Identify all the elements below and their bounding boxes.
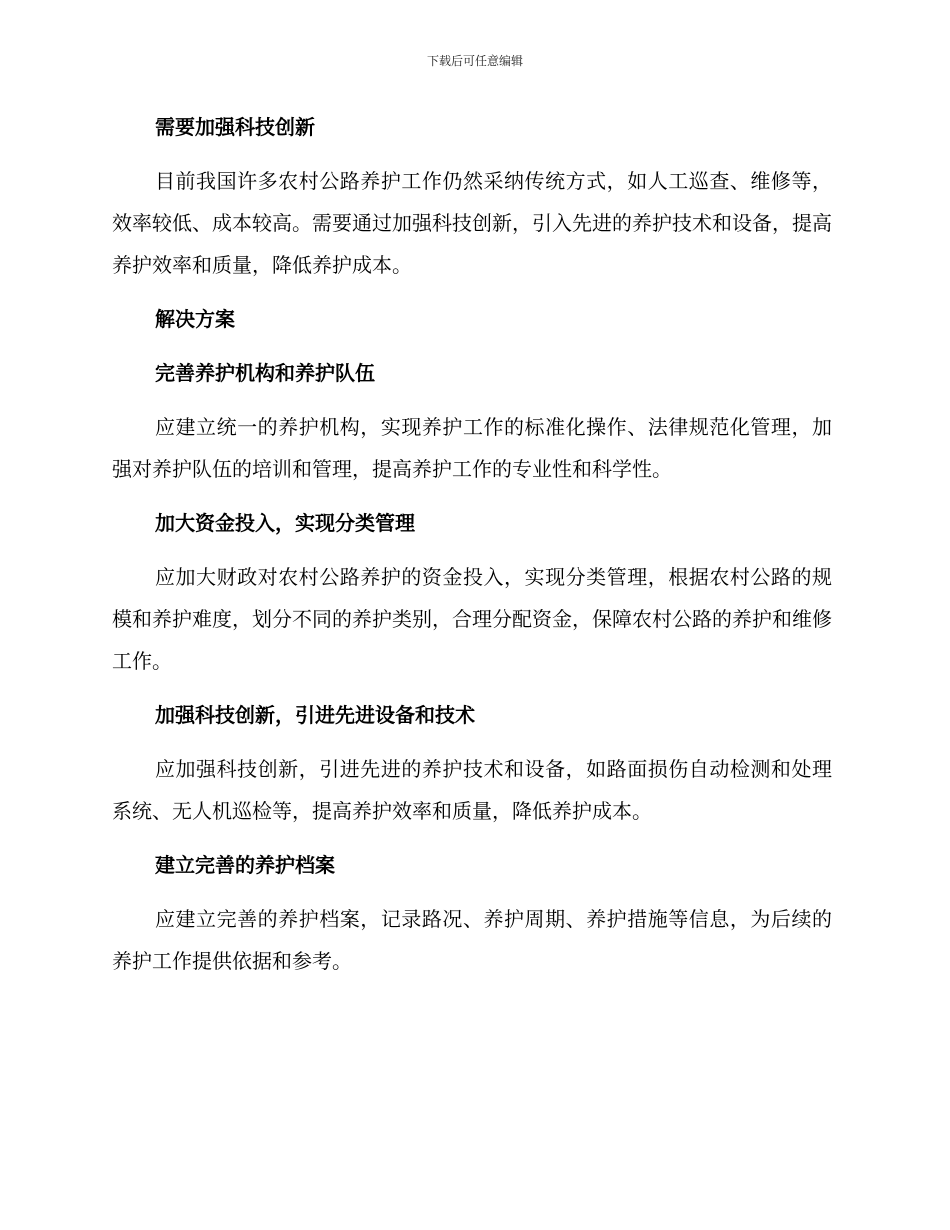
section-paragraph-funding: 应加大财政对农村公路养护的资金投入，实现分类管理，根据农村公路的规模和养护难度，划分不同的养护类别，合理分配资金，保障农村公路的养护和维修工作。 xyxy=(112,565,832,673)
section-heading-advanced-equipment: 加强科技创新，引进先进设备和技术 xyxy=(155,703,475,727)
section-heading-maintenance-records: 建立完善的养护档案 xyxy=(155,853,335,877)
section-paragraph-maintenance-organization: 应建立统一的养护机构，实现养护工作的标准化操作、法律规范化管理，加强对养护队伍的培训和管理，提高养护工作的专业性和科学性。 xyxy=(112,415,832,481)
section-heading-maintenance-organization: 完善养护机构和养护队伍 xyxy=(155,361,375,385)
section-paragraph-advanced-equipment: 应加强科技创新，引进先进的养护技术和设备，如路面损伤自动检测和处理系统、无人机巡检等，提高养护效率和质量，降低养护成本。 xyxy=(112,757,832,823)
document-body xyxy=(112,106,832,994)
section-heading-funding: 加大资金投入，实现分类管理 xyxy=(155,511,415,535)
section-heading-tech-innovation-need: 需要加强科技创新 xyxy=(155,115,315,139)
header-note: 下载后可任意编辑 xyxy=(426,54,523,68)
section-paragraph-maintenance-records: 应建立完善的养护档案，记录路况、养护周期、养护措施等信息，为后续的养护工作提供依据和参考。 xyxy=(112,907,832,973)
section-heading-solutions: 解决方案 xyxy=(155,307,235,331)
section-paragraph-tech-innovation-need: 目前我国许多农村公路养护工作仍然采纳传统方式，如人工巡查、维修等，效率较低、成本较高。需要通过加强科技创新，引入先进的养护技术和设备，提高养护效率和质量，降低养护成本。 xyxy=(112,169,832,277)
section-spacer xyxy=(112,340,832,352)
